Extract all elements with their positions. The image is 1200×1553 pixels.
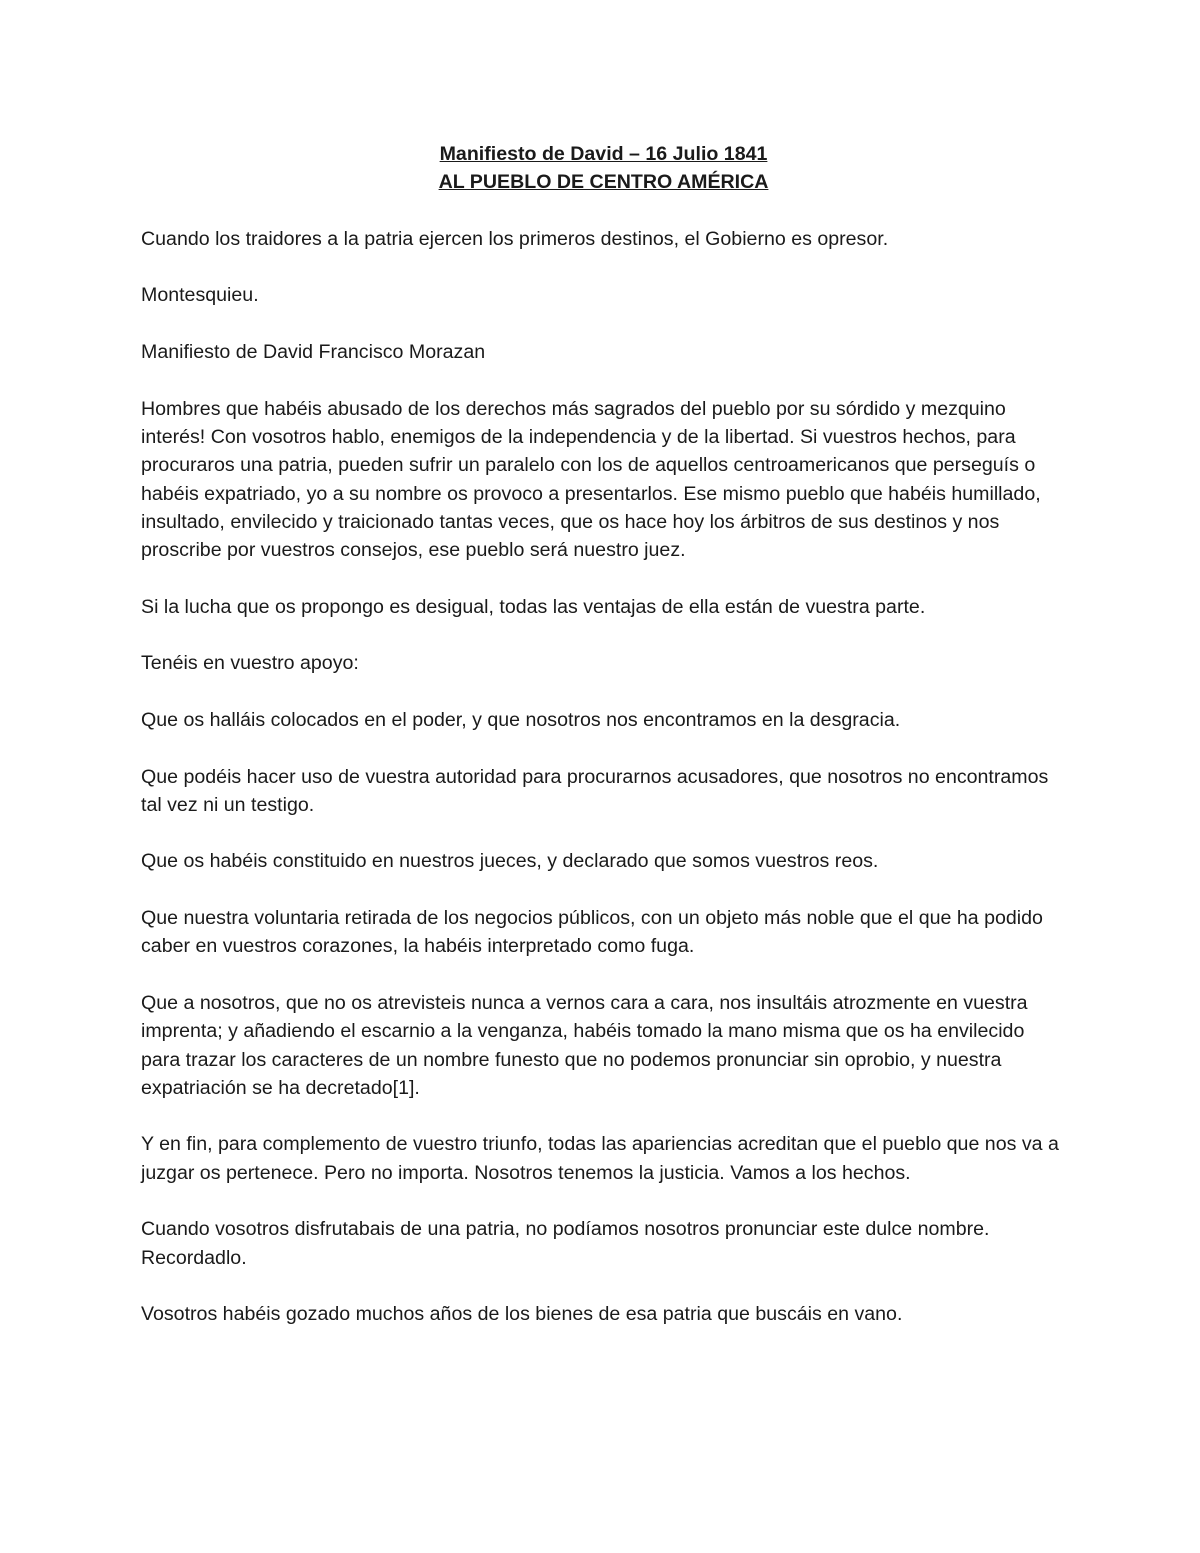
body-paragraph: Si la lucha que os propongo es desigual, todas las ventajas de ella están de vuestra parte. [141,595,926,618]
document-subtitle: AL PUEBLO DE CENTRO AMÉRICA [438,171,769,194]
body-paragraph: Vosotros habéis gozado muchos años de los bienes de esa patria que buscáis en vano. [141,1303,903,1326]
document-page [141,140,1066,1357]
body-paragraph: Y en fin, para complemento de vuestro triunfo, todas las apariencias acreditan que el pueblo que nos va a juzgar os pertenece. Pero no importa. Nosotros tenemos la justicia. Vamos a los hechos. [141,1133,1059,1184]
manifesto-heading: Manifiesto de David Francisco Morazan [141,341,486,364]
body-paragraph: Hombres que habéis abusado de los derechos más sagrados del pueblo por su sórdido y mezquino interés! Con vosotros hablo, enemigos de la independencia y de la libertad. Si vuestros hechos, para procuraros una patria, pueden sufrir un paralelo con los de aquellos centroamericanos que perseguís o habéis expatriado, yo a su nombre os provoco a presentarlos. Ese mismo pueblo que habéis humillado, insultado, envilecido y traicionado tantas veces, que os hace hoy los árbitros de sus destinos y nos proscribe por vuestros consejos, ese pueblo será nuestro juez. [141,397,1041,562]
body-paragraph: Cuando vosotros disfrutabais de una patria, no podíamos nosotros pronunciar este dulce nombre. Recordadlo. [141,1218,990,1269]
document-title: Manifiesto de David – 16 Julio 1841 [439,143,768,165]
epigraph-author: Montesquieu. [141,284,259,307]
epigraph: Cuando los traidores a la patria ejercen los primeros destinos, el Gobierno es opresor. [141,227,889,250]
body-paragraph: Que os halláis colocados en el poder, y que nosotros nos encontramos en la desgracia. [141,708,901,731]
body-paragraph: Que os habéis constituido en nuestros jueces, y declarado que somos vuestros reos. [141,850,879,873]
body-paragraph: Que a nosotros, que no os atrevisteis nunca a vernos cara a cara, nos insultáis atrozmente en vuestra imprenta; y añadiendo el escarnio a la venganza, habéis tomado la mano misma que os ha envilecido para trazar los caracteres de un nombre funesto que no podemos pronunciar sin oprobio, y nuestra expatriación se ha decretado[1]. [141,991,1028,1099]
body-paragraph: Que podéis hacer uso de vuestra autoridad para procurarnos acusadores, que nosotros no encontramos tal vez ni un testigo. [141,765,1049,816]
body-paragraph: Que nuestra voluntaria retirada de los negocios públicos, con un objeto más noble que el que ha podido caber en vuestros corazones, la habéis interpretado como fuga. [141,907,1043,958]
body-paragraph: Tenéis en vuestro apoyo: [141,652,359,675]
title-block [141,140,1066,197]
